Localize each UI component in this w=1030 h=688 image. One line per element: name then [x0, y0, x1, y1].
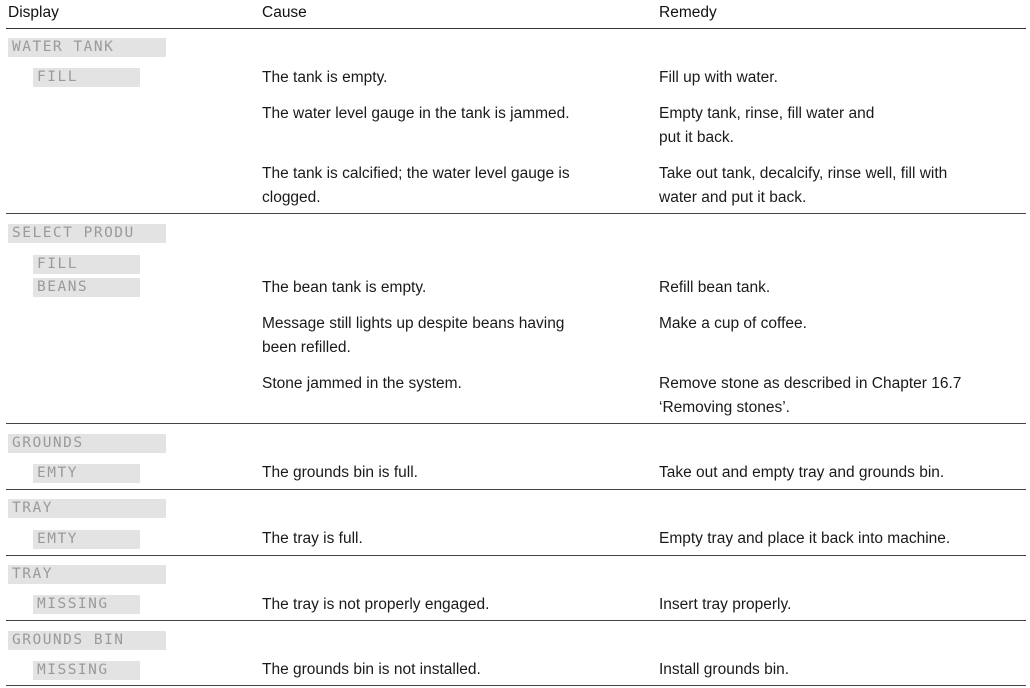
lcd-display-line: MISSING	[33, 661, 140, 680]
remedy-text: Insert tray properly.	[659, 596, 792, 613]
lcd-display-line: WATER TANK	[8, 38, 166, 57]
section-divider	[6, 213, 1026, 214]
cause-text: The tank is empty.	[262, 69, 388, 86]
cause-text: The tray is full.	[262, 530, 363, 547]
section-divider	[6, 620, 1026, 621]
lcd-display-line: TRAY	[8, 565, 166, 584]
lcd-display-line: TRAY	[8, 499, 166, 518]
cause-text: The grounds bin is not installed.	[262, 661, 481, 678]
section-divider	[6, 489, 1026, 490]
cause-text: The tank is calcified; the water level gauge is	[262, 165, 570, 182]
cause-text: The water level gauge in the tank is jammed.	[262, 105, 570, 122]
header-divider	[6, 28, 1026, 29]
lcd-display-line: GROUNDS	[8, 434, 166, 453]
remedy-text: Take out tank, decalcify, rinse well, fill with	[659, 165, 948, 182]
remedy-text: Make a cup of coffee.	[659, 315, 807, 332]
cause-text: clogged.	[262, 189, 321, 206]
remedy-text: Remove stone as described in Chapter 16.7	[659, 375, 962, 392]
lcd-display-line: BEANS	[33, 278, 140, 297]
cause-text: The tray is not properly engaged.	[262, 596, 490, 613]
section-divider	[6, 423, 1026, 424]
remedy-text: Take out and empty tray and grounds bin.	[659, 464, 945, 481]
lcd-display-line: EMTY	[33, 464, 140, 483]
cause-text: The grounds bin is full.	[262, 464, 418, 481]
remedy-text: Empty tray and place it back into machine.	[659, 530, 951, 547]
remedy-text: Fill up with water.	[659, 69, 778, 86]
remedy-text: Empty tank, rinse, fill water and	[659, 105, 875, 122]
lcd-display-line: EMTY	[33, 530, 140, 549]
lcd-display-line: FILL	[33, 68, 140, 87]
section-divider	[6, 685, 1026, 686]
remedy-text: ‘Removing stones’.	[659, 399, 790, 416]
remedy-text: Refill bean tank.	[659, 279, 771, 296]
lcd-display-line: MISSING	[33, 595, 140, 614]
remedy-text: Install grounds bin.	[659, 661, 790, 678]
remedy-text: put it back.	[659, 129, 734, 146]
header-remedy: Remedy	[659, 4, 717, 21]
lcd-display-line: SELECT PRODU	[8, 224, 166, 243]
lcd-display-line: FILL	[33, 255, 140, 274]
cause-text: Stone jammed in the system.	[262, 375, 462, 392]
cause-text: The bean tank is empty.	[262, 279, 427, 296]
cause-text: Message still lights up despite beans having	[262, 315, 565, 332]
remedy-text: water and put it back.	[659, 189, 807, 206]
cause-text: been refilled.	[262, 339, 351, 356]
lcd-display-line: GROUNDS BIN	[8, 631, 166, 650]
section-divider	[6, 555, 1026, 556]
header-display: Display	[8, 4, 59, 21]
header-cause: Cause	[262, 4, 307, 21]
